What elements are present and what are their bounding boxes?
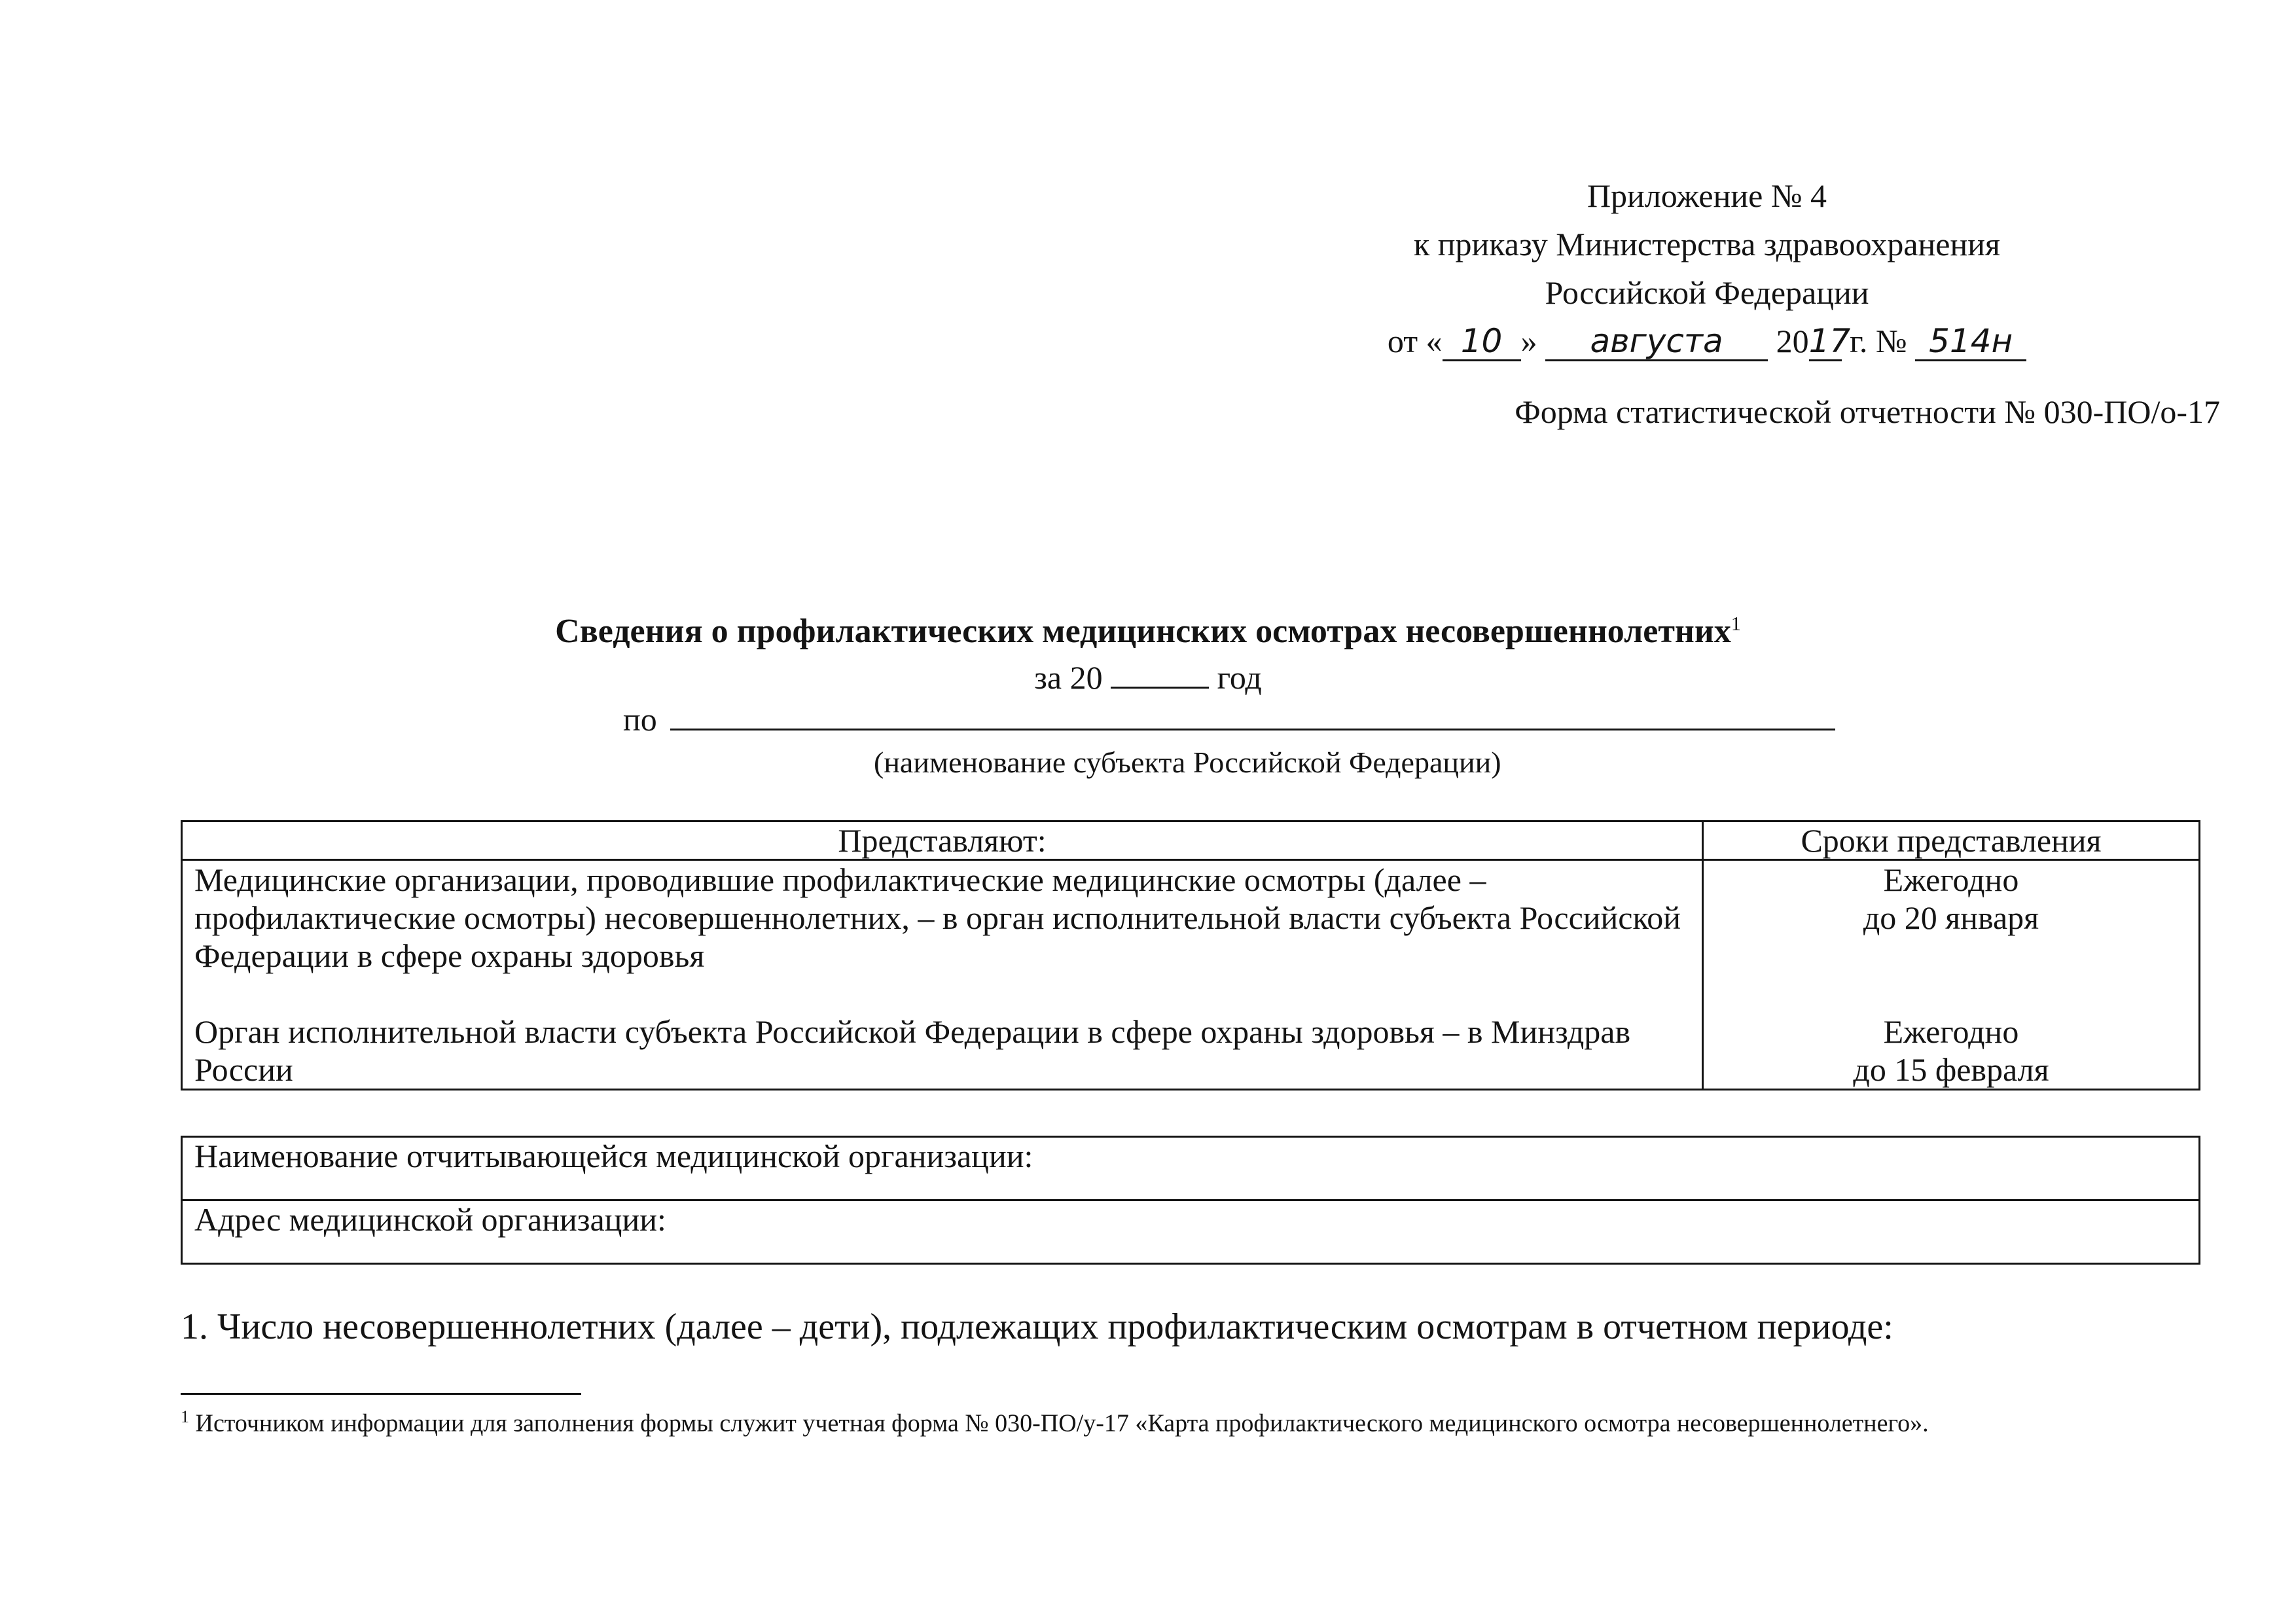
year-blank[interactable] bbox=[1111, 660, 1209, 689]
date-prefix: от « bbox=[1387, 323, 1443, 359]
handwritten-day: 10 bbox=[1443, 323, 1521, 361]
order-number-label: г. № bbox=[1850, 323, 1907, 359]
appendix-date-line bbox=[1249, 317, 2165, 365]
deadline-1-date: до 20 января bbox=[1863, 899, 2039, 936]
submitter-medical-orgs: Медицинские организации, проводившие профилактические медицинские осмотры (далее – профилактические осмотры) несовершеннолетних, – в орган исполнительной власти субъекта Российской Федерации в сфере охраны здоровья bbox=[194, 861, 1681, 974]
submission-table bbox=[181, 820, 2200, 1090]
appendix-header bbox=[1249, 171, 2165, 365]
org-address-field[interactable]: Адрес медицинской организации: bbox=[182, 1200, 2200, 1264]
footnote-text: Источником информации для заполнения формы служит учетная форма № 030-ПО/у-17 «Карта профилактического медицинского осмотра несовершеннолетнего». bbox=[195, 1409, 1929, 1437]
header-when: Сроки представления bbox=[1703, 821, 2200, 860]
subject-caption: (наименование субъекта Российской Федерации) bbox=[874, 746, 1501, 779]
submission-table-header bbox=[182, 821, 2200, 860]
footnote-divider bbox=[181, 1393, 581, 1395]
period-suffix: год bbox=[1217, 659, 1262, 696]
section-1-heading: 1. Число несовершеннолетних (далее – дети), подлежащих профилактическим осмотрам в отчетном периоде: bbox=[181, 1307, 1893, 1347]
deadline-2-date: до 15 февраля bbox=[1853, 1051, 2049, 1088]
document-title bbox=[0, 609, 2296, 655]
subject-line bbox=[623, 700, 1835, 738]
appendix-order-ref: к приказу Министерства здравоохранения bbox=[1413, 226, 2001, 262]
submitter-cell bbox=[182, 860, 1703, 1090]
deadline-2-frequency: Ежегодно bbox=[1883, 1013, 2019, 1050]
submission-row bbox=[182, 860, 2200, 1090]
submitter-executive-body: Орган исполнительной власти субъекта Российской Федерации в сфере охраны здоровья – в Минздрав России bbox=[194, 1013, 1631, 1088]
footnote bbox=[181, 1407, 1929, 1438]
po-label: по bbox=[623, 701, 657, 738]
organization-table bbox=[181, 1136, 2200, 1265]
period-prefix: за 20 bbox=[1034, 659, 1103, 696]
handwritten-year: 17 bbox=[1808, 322, 1851, 360]
appendix-federation: Российской Федерации bbox=[1545, 274, 1869, 311]
reporting-period bbox=[0, 655, 2296, 700]
date-quote-close: » bbox=[1520, 323, 1537, 359]
handwritten-month: августа bbox=[1545, 323, 1768, 361]
header-who: Представляют: bbox=[182, 821, 1703, 860]
org-name-row bbox=[182, 1137, 2200, 1200]
handwritten-order-number: 514н bbox=[1915, 323, 2026, 361]
title-block bbox=[0, 609, 2296, 700]
appendix-number: Приложение № 4 bbox=[1587, 177, 1827, 214]
year-prefix: 20 bbox=[1776, 323, 1809, 359]
document-title-text: Сведения о профилактических медицинских осмотрах несовершеннолетних bbox=[555, 613, 1731, 650]
form-number: Форма статистической отчетности № 030-ПО/о-17 bbox=[1515, 393, 2220, 430]
deadline-cell bbox=[1703, 860, 2200, 1090]
org-address-row bbox=[182, 1200, 2200, 1264]
row-spacer bbox=[1715, 937, 2187, 975]
org-name-field[interactable]: Наименование отчитывающейся медицинской организации: bbox=[182, 1137, 2200, 1200]
subject-name-blank[interactable] bbox=[670, 702, 1835, 730]
row-spacer bbox=[194, 975, 1690, 1013]
row-spacer bbox=[1715, 975, 2187, 1013]
deadline-1-frequency: Ежегодно bbox=[1883, 861, 2019, 898]
footnote-mark: 1 bbox=[181, 1407, 189, 1426]
title-footnote-mark: 1 bbox=[1731, 613, 1741, 635]
